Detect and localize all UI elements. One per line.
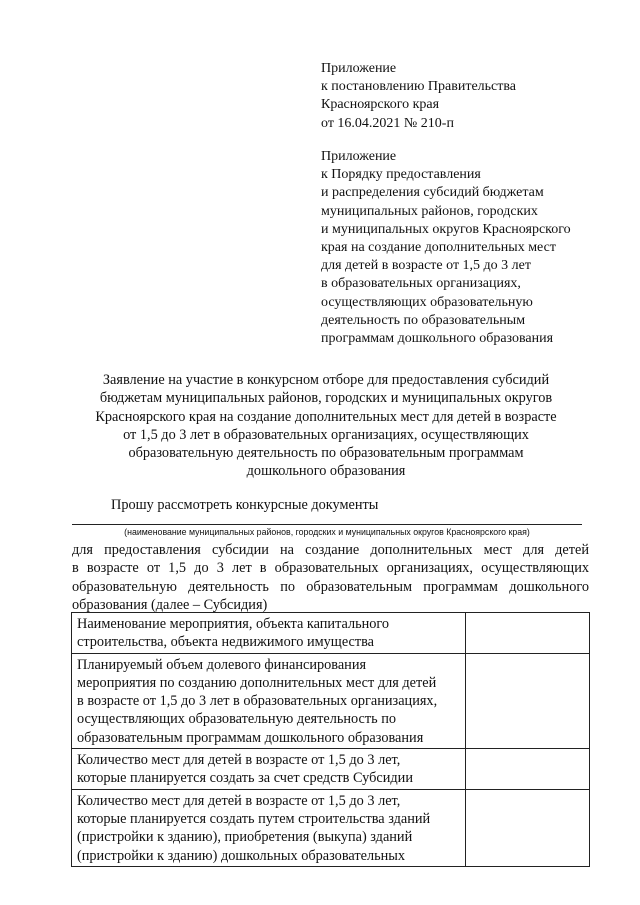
title-line: Заявление на участие в конкурсном отборе для предоставления субсидий <box>102 372 550 388</box>
appendix-2-line: к Порядку предоставления <box>321 167 481 183</box>
appendix-1-line: от 16.04.2021 № 210-п <box>321 115 454 131</box>
row-label-line: (пристройки к зданию), приобретения (выкупа) зданий <box>77 829 413 846</box>
row-label-line: Количество мест для детей в возрасте от 1,5 до 3 лет, <box>77 752 401 769</box>
row-label-places-construction <box>72 789 466 866</box>
row-label-places-subsidy <box>72 749 466 790</box>
row-label-line: образовательным программам дошкольного образования <box>77 729 424 746</box>
title-line: от 1,5 до 3 лет в образовательных организациях, осуществляющих <box>123 426 529 443</box>
body-line: образования (далее – Субсидия) <box>72 596 268 613</box>
row-label-line: которые планируется создать путем строительства зданий <box>77 810 431 827</box>
row-label-line: которые планируется создать за счет средств Субсидии <box>77 770 413 787</box>
appendix-2-line: в образовательных организациях, <box>321 276 521 292</box>
row-label-line: Наименование мероприятия, объекта капитального <box>77 616 390 632</box>
appendix-2-line: края на создание дополнительных мест <box>321 240 556 256</box>
row-label-line: мероприятия по созданию дополнительных мест для детей <box>77 674 437 691</box>
body-line: для предоставления субсидии на создание дополнительных мест для детей <box>72 542 589 558</box>
row-label-event-name <box>72 613 466 654</box>
table-row <box>72 789 590 866</box>
title-line: образовательную деятельность по образовательным программам <box>128 445 524 462</box>
appendix-1-line: к постановлению Правительства <box>321 79 517 95</box>
appendix-1-line: Приложение <box>321 61 397 76</box>
request-text: Прошу рассмотреть конкурсные документы <box>111 497 379 513</box>
row-label-line: (пристройки к зданию) дошкольных образовательных <box>77 847 406 864</box>
appendix-header-procedure <box>321 148 571 348</box>
table-row <box>72 749 590 790</box>
title-line: дошкольного образования <box>246 463 406 480</box>
row-value-places-construction[interactable] <box>466 789 590 866</box>
municipality-name-field-line[interactable] <box>72 524 582 525</box>
appendix-2-line: программам дошкольного образования <box>321 331 554 347</box>
table-row <box>72 653 590 748</box>
appendix-2-line: муниципальных районов, городских <box>321 203 538 219</box>
row-label-line: строительства, объекта недвижимого имущества <box>77 634 375 651</box>
row-label-line: в возрасте от 1,5 до 3 лет в образовательных организациях, <box>77 693 438 710</box>
title-line: бюджетам муниципальных районов, городских и муниципальных округов <box>99 390 553 407</box>
document-title <box>62 371 590 481</box>
appendix-2-line: Приложение <box>321 149 397 164</box>
application-table <box>71 612 590 867</box>
title-line: Красноярского края на создание дополнительных мест для детей в возрасте <box>95 408 557 425</box>
appendix-2-line: осуществляющих образовательную <box>321 294 533 310</box>
appendix-1-line: Красноярского края <box>321 97 440 113</box>
row-value-places-subsidy[interactable] <box>466 749 590 790</box>
appendix-2-line: и муниципальных округов Красноярского <box>321 221 571 237</box>
row-label-line: Количество мест для детей в возрасте от 1,5 до 3 лет, <box>77 792 401 809</box>
row-label-line: Планируемый объем долевого финансирования <box>77 656 367 673</box>
table-row <box>72 613 590 654</box>
row-label-funding-volume <box>72 653 466 748</box>
municipality-field-caption: (наименование муниципальных районов, городских и муниципальных округов Красноярского края) <box>124 527 530 537</box>
row-value-event-name[interactable] <box>466 613 590 654</box>
row-value-funding-volume[interactable] <box>466 653 590 748</box>
appendix-2-line: деятельность по образовательным <box>321 312 526 328</box>
appendix-2-line: и распределения субсидий бюджетам <box>321 185 544 201</box>
appendix-header-government-decree <box>321 60 516 133</box>
row-label-line: осуществляющих образовательную деятельность по <box>77 711 397 728</box>
body-paragraph <box>72 541 589 614</box>
body-line: образовательную деятельность по образовательным программам дошкольного <box>72 578 589 595</box>
appendix-2-line: для детей в возрасте от 1,5 до 3 лет <box>321 258 531 274</box>
body-line: в возрасте от 1,5 до 3 лет в образовательных организациях, осуществляющих <box>72 560 589 577</box>
